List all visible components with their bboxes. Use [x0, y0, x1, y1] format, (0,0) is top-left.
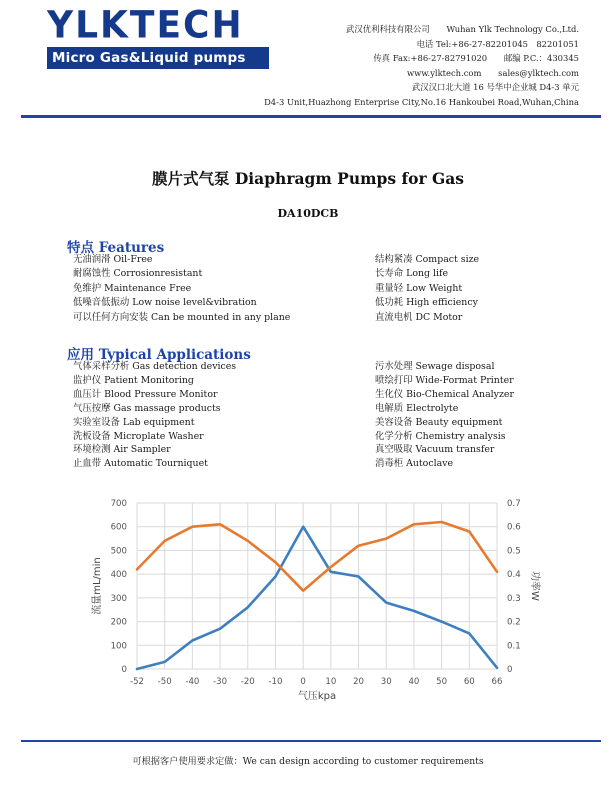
y-axis-label: 流量mL/min	[92, 557, 103, 615]
y2-tick-label: 0.4	[507, 570, 521, 581]
contact-address-cn: 武汉汉口北大道 16 号华中企业城 D4-3 单元	[411, 82, 579, 93]
x-tick-label: 30	[380, 677, 392, 687]
footer-note: 可根据客户使用要求定做：We can design according to customer requirements	[132, 756, 484, 767]
features-heading: 特点 Features	[67, 240, 165, 256]
chart-series	[137, 522, 497, 669]
feature-item: 可以任何方向安装 Can be mounted in any plane	[73, 311, 291, 323]
x-axis-label: 气压kpa	[297, 691, 337, 702]
y2-tick-label: 0.5	[507, 546, 521, 557]
document-title: 膜片式气泵 Diaphragm Pumps for Gas	[151, 169, 465, 188]
y2-tick-label: 0.7	[507, 499, 521, 509]
performance-chart	[0, 490, 616, 705]
logo-wordmark: YLKTECH	[47, 3, 244, 47]
application-item: 气体采样分析 Gas detection devices	[73, 361, 237, 372]
applications-right-list	[375, 360, 514, 471]
feature-item: 长寿命 Long life	[375, 268, 449, 280]
x-tick-label: 66	[491, 677, 503, 687]
y-tick-label: 500	[110, 546, 127, 557]
applications-heading: 应用 Typical Applications	[67, 347, 251, 363]
application-item: 美容设备 Beauty equipment	[375, 416, 503, 428]
company-logo	[47, 3, 269, 69]
model-number: DA10DCB	[277, 207, 339, 220]
application-item: 电解质 Electrolyte	[375, 402, 459, 414]
x-tick-label: -50	[157, 677, 172, 687]
y2-axis-label: 功率W	[529, 571, 540, 601]
application-item: 生化仪 Bio-Chemical Analyzer	[375, 388, 514, 400]
footer-divider	[21, 740, 601, 742]
features-left-list	[73, 253, 290, 325]
applications-left-list	[73, 360, 236, 471]
application-item: 真空吸取 Vacuum transfer	[375, 444, 495, 456]
application-item: 洗板设备 Microplate Washer	[73, 430, 204, 442]
application-item: 实验室设备 Lab equipment	[73, 416, 195, 428]
contact-tel: 电话 Tel:+86-27-82201045 82201051	[416, 38, 579, 49]
contact-web-email: www.ylktech.com sales@ylktech.com	[407, 67, 579, 78]
y-tick-label: 600	[110, 522, 127, 533]
y-tick-label: 400	[110, 570, 127, 581]
application-item: 化学分析 Chemistry analysis	[375, 430, 506, 442]
feature-item: 直流电机 DC Motor	[375, 311, 463, 323]
feature-item: 结构紧凑 Compact size	[375, 254, 480, 265]
contact-info	[264, 22, 579, 110]
feature-item: 免维护 Maintenance Free	[73, 282, 192, 294]
x-tick-label: 50	[436, 677, 448, 687]
y2-tick-label: 0.3	[507, 593, 521, 604]
y-tick-label: 300	[110, 593, 127, 604]
x-tick-label: 0	[300, 677, 306, 687]
y-tick-label: 100	[110, 641, 127, 652]
y-tick-label: 200	[110, 617, 127, 628]
features-right-list	[375, 253, 479, 325]
application-item: 监护仪 Patient Monitoring	[73, 374, 194, 386]
contact-fax: 传真 Fax:+86-27-82791020 邮编 P.C.：430345	[373, 53, 579, 64]
x-tick-label: -10	[268, 677, 283, 687]
y-tick-label: 700	[110, 499, 127, 509]
application-item: 喷绘打印 Wide-Format Printer	[375, 374, 514, 386]
application-item: 气压按摩 Gas massage products	[73, 402, 221, 414]
application-item: 环境检测 Air Sampler	[73, 444, 171, 456]
x-tick-label: -52	[129, 677, 145, 687]
x-tick-label: -20	[240, 677, 255, 687]
contact-company: 武汉优利科技有限公司 Wuhan Ylk Technology Co.,Ltd.	[345, 24, 579, 34]
feature-item: 耐腐蚀性 Corrosionresistant	[73, 268, 203, 280]
x-tick-label: -30	[213, 677, 228, 687]
feature-item: 低噪音低振动 Low noise level&vibration	[73, 297, 257, 309]
x-tick-label: 10	[325, 677, 337, 687]
feature-item: 低功耗 High efficiency	[375, 297, 478, 309]
application-item: 污水处理 Sewage disposal	[375, 361, 495, 372]
application-item: 消毒柜 Autoclave	[375, 458, 454, 470]
power-series-line	[137, 522, 497, 591]
x-tick-label: 60	[463, 677, 475, 687]
header-divider	[21, 115, 601, 118]
y-tick-label: 0	[121, 665, 127, 675]
y2-tick-label: 0.2	[507, 617, 521, 628]
y2-tick-label: 0	[507, 665, 513, 675]
feature-item: 重量轻 Low Weight	[375, 282, 463, 294]
application-item: 止血带 Automatic Tourniquet	[73, 458, 208, 470]
contact-address-en: D4-3 Unit,Huazhong Enterprise City,No.16 Hankoubei Road,Wuhan,China	[264, 96, 579, 107]
y2-tick-label: 0.6	[507, 522, 521, 533]
x-tick-label: -40	[185, 677, 200, 687]
logo-tagline: Micro Gas&Liquid pumps	[47, 47, 269, 69]
application-item: 血压计 Blood Pressure Monitor	[73, 388, 218, 400]
x-tick-label: 20	[353, 677, 365, 687]
x-tick-label: 40	[408, 677, 420, 687]
feature-item: 无油润滑 Oil-Free	[73, 254, 153, 265]
y2-tick-label: 0.1	[507, 641, 521, 652]
